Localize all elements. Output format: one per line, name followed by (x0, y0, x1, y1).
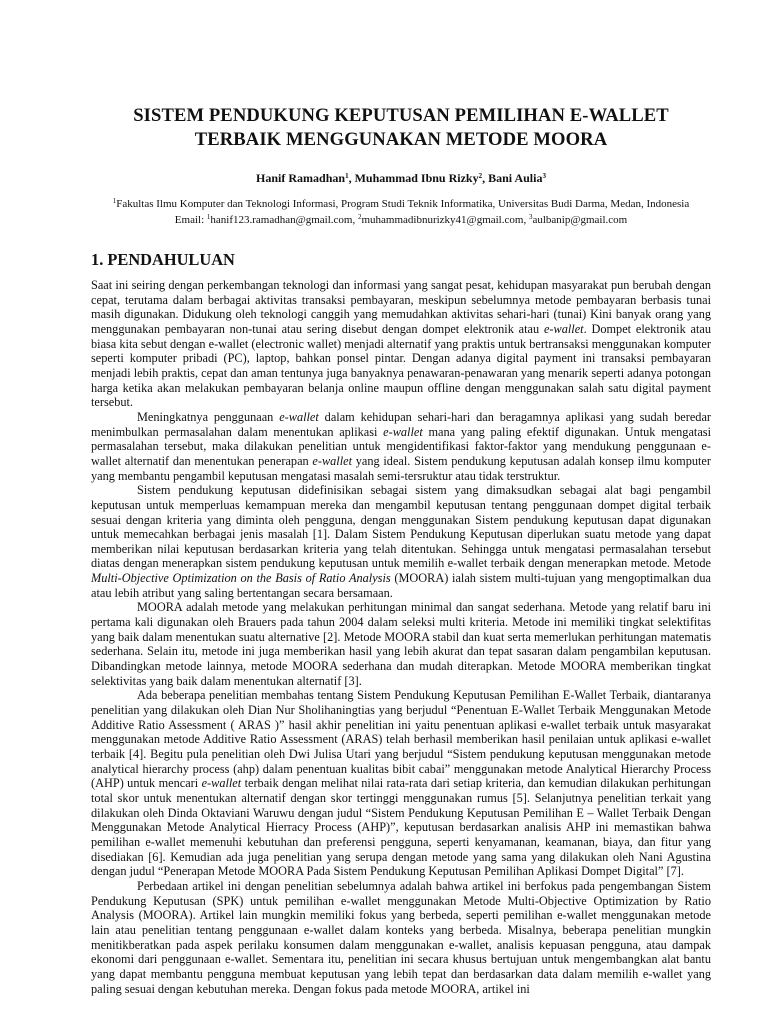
body-paragraph (91, 483, 711, 600)
body-paragraph (91, 688, 711, 879)
body-paragraph (91, 879, 711, 996)
email-address: aulbanip@gmail.com (532, 214, 628, 226)
affiliation-sup: 1 (112, 197, 117, 205)
italic-term: e-wallet (543, 321, 584, 336)
text-run: (MOORA) ialah sistem multi-tujuan yang mengoptimalkan dua atau lebih atribut yang saling bertentangan secara bersamaan. (91, 571, 711, 600)
section-heading: 1. PENDAHULUAN (91, 250, 235, 269)
italic-term: e-wallet (201, 776, 242, 791)
author-name: Bani Aulia (488, 171, 543, 185)
text-run: Saat ini seiring dengan perkembangan teknologi dan informasi yang sangat pesat, kehidupan masyarakat pun berubah dengan cepat, terutama dalam berbagai aktivitas transaksi pembayaran, meskipun sebelumnya metode pembayaran berbasis tunai masih digunakan. Didukung oleh teknologi canggih yang memudahkan aktivitas sehari-hari (tunai) Kini banyak orang yang menggunakan pembayaran non-tunai atau sering disebut dengan dompet elektronik atau (91, 278, 711, 336)
email-separator: , (523, 214, 529, 226)
author-sup: 3 (542, 172, 546, 180)
email-address: hanif123.ramadhan@gmail.com (210, 214, 353, 226)
author-sup: 2 (478, 172, 483, 180)
text-run: dalam kehidupan sehari-hari dan beragamnya aplikasi yang sudah beredar menimbulkan permasalahan dalam menentukan aplikasi (91, 409, 711, 439)
text-run: mana yang paling efektif digunakan. Untuk mengatasi permasalahan tersebut, maka dilakukan penelitian untuk mengidentifikasi faktor-faktor yang mendukung penggunaan e-wallet alternatif dan menentukan penerapan (91, 424, 711, 468)
italic-term: e-wallet (383, 424, 423, 439)
text-run: . Dompet elektronik atau biasa kita sebut dengan e-wallet (electronic wallet) menjadi alternatif yang praktis untuk bertransaksi menggunakan komputer seperti komputer pribadi (PC), laptop, bahkan ponsel pintar. Dengan adanya digital payment ini transaksi pembayaran menjadi lebih praktis, cepat dan aman tentunya juga banyaknya penawaran-penawaran yang menarik seperti adanya potongan harga ketika akan melakukan pembayaran belanja online maupun offline dengan menggunakan salah satu digital payment tersebut. (91, 321, 711, 410)
email-address: muhammadibnurizky41@gmail.com (361, 214, 524, 226)
paper-title (91, 0, 711, 152)
italic-term: e-wallet (312, 453, 353, 468)
author-name: Muhammad Ibnu Rizky (354, 171, 479, 185)
text-run: MOORA adalah metode yang melakukan perhitungan minimal dan sangat sederhana. Metode yang relatif baru ini pertama kali digunakan oleh Brauers pada tahun 2004 dalam seleksi multi kriteria. Metode ini memiliki tingkat selektifitas yang baik dalam menentukan suatu alternative [2]. Metode MOORA stabil dan kuat serta memerlukan perhitungan matematis sederhana. Selain itu, metode ini juga memberikan hasil yang lebih akurat dan tepat sasaran dalam pengambilan keputusan. Dibandingkan metode lainnya, metode MOORA sederhana dan mudah diterapkan. Metode MOORA memberikan tingkat selektivitas yang baik dalam menentukan alternatif [3]. (91, 600, 711, 688)
author-separator: , (348, 171, 355, 185)
email-sup: 1 (206, 213, 211, 221)
affiliation-block (91, 196, 711, 228)
text-run: Perbedaan artikel ini dengan penelitian sebelumnya adalah bahwa artikel ini berfokus pada pengembangan Sistem Pendukung Keputusan (SPK) untuk pemilihan e-wallet menggunakan Metode Multi-Objective Optimization by Ratio Analysis (MOORA). Artikel lain mungkin memiliki fokus yang berbeda, seperti pemilihan e-wallet menggunakan metode lain atau penelitian tentang penggunaan e-wallet dalam konteks yang berbeda. Misalnya, beberapa penelitian mungkin menitikberatkan pada aspek perilaku konsumen dalam menggunakan e-wallet, analisis kepuasan pengguna, atau dampak ekonomi dari penggunaan e-wallet. Sementara itu, penelitian ini secara khusus bertujuan untuk mengembangkan alat bantu yang dapat membantu pengguna membuat keputusan yang lebih tepat dan berdasarkan data dalam memilih e-wallet yang paling sesuai dengan kebutuhan mereka. Dengan fokus pada metode MOORA, artikel ini (91, 878, 711, 996)
title-line-2: TERBAIK MENGGUNAKAN METODE MOORA (194, 129, 608, 150)
email-sup: 3 (528, 213, 533, 221)
author-separator: , (482, 171, 489, 185)
email-separator: , (352, 214, 358, 226)
author-list (91, 170, 711, 186)
text-run: yang ideal. Sistem pendukung keputusan adalah konsep ilmu komputer yang membantu pengambil keputusan mengatasi masalah semi-tersruktur atau tidak terstruktur. (91, 453, 711, 483)
author-name: Hanif Ramadhan (256, 171, 346, 185)
author-sup: 1 (345, 172, 349, 180)
body-paragraph (91, 410, 711, 483)
text-run: Sistem pendukung keputusan didefinisikan sebagai sistem yang dimaksudkan sebagai alat bagi pengambil keputusan untuk memperluas kemampuan mereka dan mengambil keputusan tentang penggunaan dompet digital terbaik sesuai dengan kriteria yang diminta oleh pengguna, dengan menggunakan Sistem pendukung keputusan dapat digunakan untuk memecahkan berbagai jenis masalah [1]. Dalam Sistem Pendukung Keputusan diperlukan suatu metode yang dapat memberikan nilai keputusan berdasarkan kriteria yang telah ditentukan. Sehingga untuk mengatasi permasalahan tersebut diatas dengan menerapkan sistem pendukung keputusan untuk memilih e-wallet terbaik dengan menerapkan metode. Metode (91, 483, 711, 571)
text-run: terbaik dengan melihat nilai rata-rata dari setiap kriteria, dan kemudian dilakukan perhitungan total skor untuk menentukan alternatif dengan skor tertinggi menggunakan rumus [5]. Selanjutnya penelitian terkait yang dilakukan oleh Dinda Oktaviani Waruwu dengan judul “Sistem Pendukung Keputusan Pemilihan E – Wallet Terbaik Dengan Menggunakan Metode Analytical Hierracy Process (AHP)”, keputusan berdasarkan analisis AHP ini memastikan bahwa pemilihan e-wallet memenuhi kebutuhan dan preferensi pengguna, seperti kenyamanan, keamanan, biaya, dan fitur yang disediakan [6]. Kemudian ada juga penelitian yang serupa dengan metode yang sama yang dilakukan oleh Nani Agustina dengan judul “Penerapan Metode MOORA Pada Sistem Pendukung Keputusan Pemilihan Aplikasi Dompet Digital” [7]. (91, 776, 711, 879)
text-run: Ada beberapa penelitian membahas tentang Sistem Pendukung Keputusan Pemilihan E-Wallet Terbaik, diantaranya penelitian yang dilakukan oleh Dian Nur Sholihaningtias yang berjudul “Penentuan E-Wallet Terbaik Menggunakan Metode Additive Ratio Assessment ( ARAS )” hasil akhir penelitian ini yaitu penentuan aplikasi e-wallet terbaik untuk masyarakat menggunakan metode Additive Ratio Assessment (ARAS) telah berhasil memberikan hasil penilaian untuk aplikasi e-wallet terbaik [4]. Begitu pula penelitian oleh Dwi Julisa Utari yang berjudul “Sistem pendukung keputusan menggunakan metode analytical hierarchy process (ahp) dalam penentuan kualitas bibit cabai” menggunakan metode Analytical Hierarchy Process (AHP) untuk mencari (91, 688, 711, 791)
affiliation-line (91, 196, 711, 212)
affiliation-text: Fakultas Ilmu Komputer dan Teknologi Informasi, Program Studi Teknik Informatika, Universitas Budi Darma, Medan, Indonesia (116, 198, 690, 210)
italic-term: Multi-Objective Optimization on the Basis of Ratio Analysis (91, 571, 391, 586)
body-text (91, 278, 711, 996)
body-paragraph (91, 600, 711, 688)
email-line (91, 212, 711, 228)
email-label: Email: (174, 214, 207, 226)
text-run: Meningkatnya penggunaan (137, 409, 280, 424)
italic-term: e-wallet (279, 409, 319, 424)
body-paragraph (91, 278, 711, 410)
title-line-1: SISTEM PENDUKUNG KEPUTUSAN PEMILIHAN E-WALLET (133, 105, 669, 126)
email-sup: 2 (357, 213, 362, 221)
